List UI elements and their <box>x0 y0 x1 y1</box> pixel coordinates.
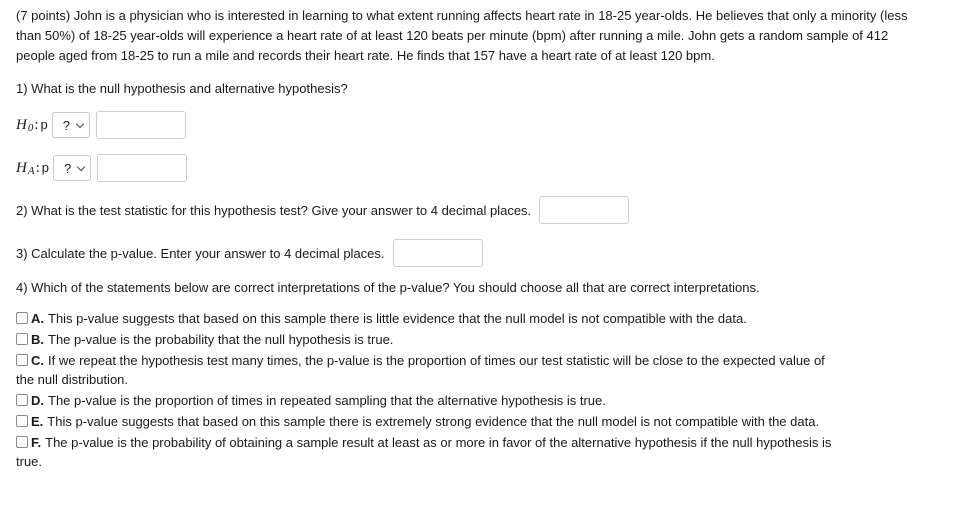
option-f-continuation: true. <box>16 454 43 469</box>
null-hypothesis-value-input[interactable] <box>96 111 186 139</box>
null-hypothesis-operator-select[interactable]: ? <box>52 112 90 138</box>
option-b: B. The p-value is the probability that the null hypothesis is true. <box>16 330 916 349</box>
option-d-checkbox[interactable] <box>16 394 28 406</box>
chevron-down-icon <box>77 162 85 170</box>
option-b-text: The p-value is the probability that the null hypothesis is true. <box>48 332 394 347</box>
option-c-checkbox[interactable] <box>16 354 28 366</box>
alternative-hypothesis-row <box>16 154 916 182</box>
null-hypothesis-row <box>16 111 916 139</box>
question-container <box>16 6 916 471</box>
option-a-text: This p-value suggests that based on this sample there is little evidence that the null model is not compatible with the data. <box>48 311 747 326</box>
interpretation-options <box>16 309 916 471</box>
question-3-row <box>16 239 916 267</box>
problem-intro: (7 points) John is a physician who is interested in learning to what extent running affects heart rate in 18-25 year-olds. He believes that only a minority (less than 50%) of 18-25 year-olds will experience a heart rate of at least 120 beats per minute (bpm) after running a mile. John gets a random sample of 412 people aged from 18-25 to run a mile and records their heart rate. He finds that 157 have a heart rate of at least 120 bpm. <box>16 8 908 63</box>
option-d-text: The p-value is the proportion of times in repeated sampling that the alternative hypothesis is true. <box>48 393 606 408</box>
alternative-hypothesis-label: H A : p <box>16 159 49 177</box>
question-2-row <box>16 196 916 224</box>
option-e-checkbox[interactable] <box>16 415 28 427</box>
option-a: A. This p-value suggests that based on this sample there is little evidence that the null model is not compatible with the data. <box>16 309 916 328</box>
question-2-text: 2) What is the test statistic for this hypothesis test? Give your answer to 4 decimal places. <box>16 202 532 218</box>
option-c-continuation: the null distribution. <box>16 372 129 387</box>
option-d: D. The p-value is the proportion of times in repeated sampling that the alternative hypothesis is true. <box>16 391 916 410</box>
p-value-input[interactable] <box>393 239 483 267</box>
option-f: F. The p-value is the probability of obtaining a sample result at least as or more in favor of the alternative hypothesis if the null hypothesis is <box>16 433 916 452</box>
option-e-text: This p-value suggests that based on this sample there is extremely strong evidence that the null model is not compatible with the data. <box>47 414 820 429</box>
option-c: C. If we repeat the hypothesis test many times, the p-value is the proportion of times our test statistic will be close to the expected value of <box>16 351 916 370</box>
option-f-checkbox[interactable] <box>16 436 28 448</box>
option-f-text: The p-value is the probability of obtaining a sample result at least as or more in favor of the alternative hypothesis if the null hypothesis is <box>45 435 832 450</box>
chevron-down-icon <box>76 119 84 127</box>
question-1-text: 1) What is the null hypothesis and alternative hypothesis? <box>16 81 348 96</box>
option-a-checkbox[interactable] <box>16 312 28 324</box>
alternative-hypothesis-operator-select[interactable]: ? <box>53 155 91 181</box>
option-b-checkbox[interactable] <box>16 333 28 345</box>
option-e: E. This p-value suggests that based on this sample there is extremely strong evidence that the null model is not compatible with the data. <box>16 412 916 431</box>
null-hypothesis-label: H 0 : p <box>16 116 48 134</box>
alternative-hypothesis-value-input[interactable] <box>97 154 187 182</box>
question-3-text: 3) Calculate the p-value. Enter your answer to 4 decimal places. <box>16 245 385 261</box>
option-c-text: If we repeat the hypothesis test many times, the p-value is the proportion of times our test statistic will be close to the expected value of <box>48 353 825 368</box>
test-statistic-input[interactable] <box>539 196 629 224</box>
question-4-text: 4) Which of the statements below are correct interpretations of the p-value? You should choose all that are correct interpretations. <box>16 280 760 295</box>
